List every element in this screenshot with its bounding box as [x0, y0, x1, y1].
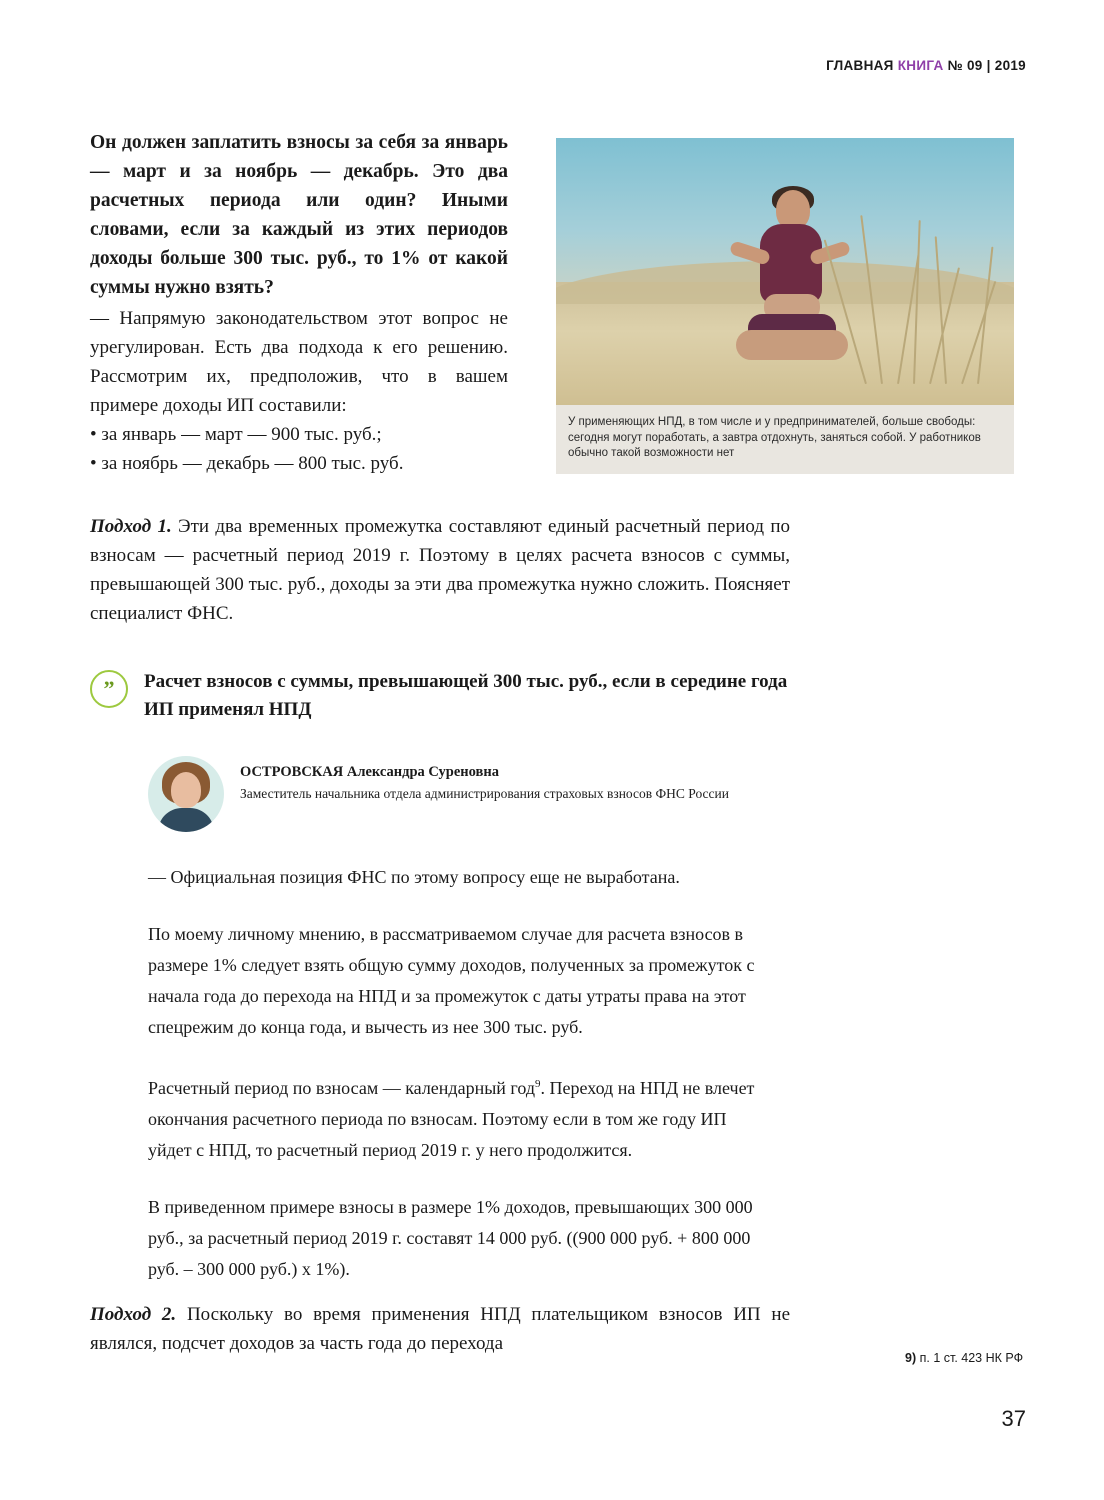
footnote — [905, 1350, 1075, 1367]
quote-title: Расчет взносов с суммы, превышающей 300 тыс. руб., если в середине года ИП применял НПД — [144, 671, 788, 720]
intro-column — [90, 128, 508, 478]
photo-caption: У применяющих НПД, в том числе и у предпринимателей, больше свободы: сегодня могут поработать, а завтра отдохнуть, заняться собой. У работников обычно такой возможности нет — [556, 405, 1014, 474]
expert-info — [240, 756, 729, 803]
page-number: 37 — [1001, 1406, 1026, 1431]
photo-meditation — [556, 138, 1014, 405]
approach-1-lead: Подход 1. — [90, 516, 172, 537]
quote-heading — [90, 668, 810, 724]
photo-person — [712, 190, 872, 368]
quote-mark-icon: ” — [90, 670, 128, 708]
intro-question: Он должен заплатить взносы за себя за январь — март и за ноябрь — декабрь. Это два расчетных периода или один? Иными словами, если за каждый из этих периодов доходы больше 300 тыс. руб., то 1% от какой суммы нужно взять? — [90, 132, 508, 298]
page-header — [826, 58, 1026, 73]
footnote-marker: 9) — [905, 1351, 917, 1365]
approach-2-lead: Подход 2. — [90, 1304, 177, 1325]
quote-paragraph: — Официальная позиция ФНС по этому вопросу еще не выработана. — [148, 867, 680, 887]
intro-answer: — Напрямую законодательством этот вопрос не урегулирован. Есть два подхода к его решению. Рассмотрим их, предположив, что в вашем примере доходы ИП составили: — [90, 308, 508, 416]
figure-block — [556, 138, 1014, 474]
avatar-body — [158, 808, 214, 832]
intro-bullet-list — [90, 420, 508, 478]
photo-person-top — [760, 224, 822, 304]
approach-1-block — [90, 512, 790, 636]
approach-1-paragraph — [90, 512, 790, 628]
expert-role: Заместитель начальника отдела администрирования страховых взносов ФНС России — [240, 786, 729, 801]
expert-block — [148, 756, 729, 832]
approach-2-block — [90, 1300, 790, 1366]
header-issue: № 09 | 2019 — [947, 58, 1026, 73]
footnote-text: п. 1 ст. 423 НК РФ — [916, 1351, 1024, 1365]
quote-paragraph: По моему личному мнению, в рассматриваемом случае для расчета взносов в размере 1% следует взять общую сумму доходов, полученных за промежуток с начала года до перехода на НПД и за промежуток с даты утраты права на этот спецрежим до конца года, и вычесть из нее 300 тыс. руб. — [148, 924, 755, 1037]
quote-paragraph: В приведенном примере взносы в размере 1% доходов, превышающих 300 000 руб., за расчетный период 2019 г. составят 14 000 руб. ((900 000 руб. + 800 000 руб. – 300 000 руб.) х 1%). — [148, 1197, 753, 1279]
approach-2-text: Поскольку во время применения НПД плательщиком взносов ИП не являлся, подсчет доходов за часть года до перехода — [90, 1304, 791, 1354]
expert-name: ОСТРОВСКАЯ Александра Суреновна — [240, 764, 499, 780]
avatar — [148, 756, 224, 832]
approach-1-text: Эти два временных промежутка составляют единый расчетный период по взносам — расчетный период 2019 г. Поэтому в целях расчета взносов с суммы, превышающей 300 тыс. руб., доходы за эти два промежутка нужно сложить. Поясняет специалист ФНС. — [90, 516, 791, 624]
list-item: • за ноябрь — декабрь — 800 тыс. руб. — [90, 449, 508, 478]
header-brand-main: ГЛАВНАЯ — [826, 58, 894, 73]
quote-body — [148, 862, 768, 1285]
avatar-face — [171, 772, 201, 808]
list-item: • за январь — март — 900 тыс. руб.; — [90, 420, 508, 449]
quote-paragraph: Расчетный период по взносам — календарный год$^9$. Переход на НПД не влечет окончания расчетного периода по взносам. Поэтому если в том же году ИП уйдет с НПД, то расчетный период 2019 г. у него продолжится. — [148, 1078, 755, 1160]
photo-beach-grass — [855, 204, 1005, 384]
photo-person-legs — [736, 330, 848, 360]
footnote-ref: 9 — [535, 1078, 541, 1090]
approach-2-paragraph — [90, 1300, 790, 1358]
header-brand-accent: КНИГА — [897, 58, 944, 73]
